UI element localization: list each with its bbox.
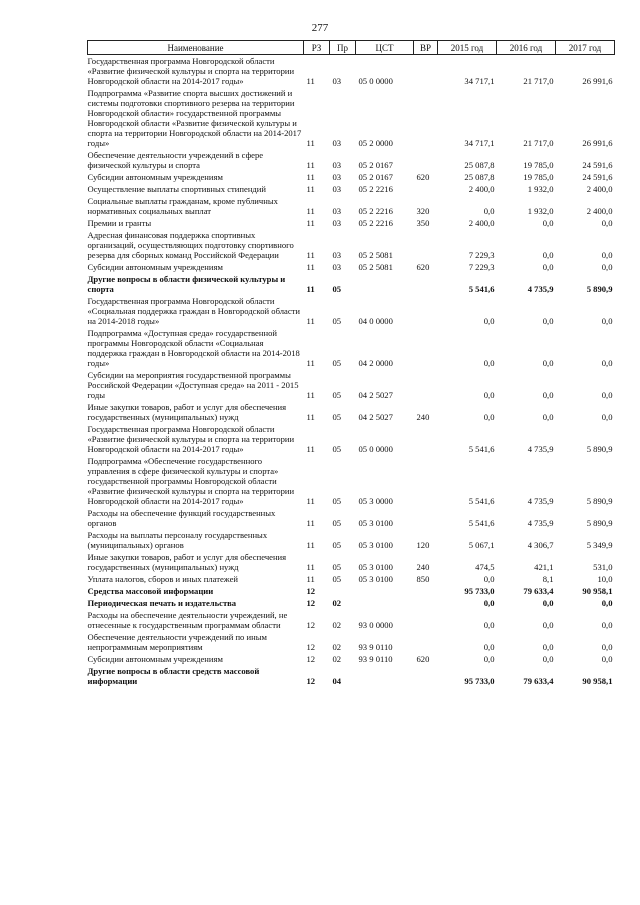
row-name: Подпрограмма «Развитие спорта высших достижений и системы подготовки спортивного резерва на территории Новгородской области» государственной программы Новгородской области «Развитие физической культуры и спорта на территории Новгородской области на 2014-2017 годы»: [87, 88, 302, 148]
row-2016: 4 735,9: [527, 518, 554, 528]
row-rz: 11: [306, 390, 315, 400]
row-2015: 25 087,8: [464, 172, 495, 182]
row-2015: 95 733,0: [464, 586, 495, 596]
row-vr: [414, 87, 438, 149]
table-row: [88, 585, 615, 597]
row-name: Подпрограмма «Обеспечение государственного управления в сфере физической культуры и спорта» государственной программы Новгородской области «Развитие физической культуры и спорта на территории Новгородской области на 2014-2017 годы»: [87, 456, 295, 506]
header-pr: Пр: [330, 41, 356, 55]
row-vr: [414, 507, 438, 529]
row-cst: 05 2 2216: [358, 206, 393, 216]
row-2017: 0,0: [601, 218, 613, 228]
row-2015: 95 733,0: [464, 676, 495, 686]
row-pr: 02: [332, 598, 342, 608]
row-name: Адресная финансовая поддержка спортивных организаций, осуществляющих подготовку спортивного резерва для сборных команд Российской Федерации: [87, 230, 294, 260]
row-rz: 12: [306, 586, 316, 596]
row-vr: [414, 55, 438, 88]
table-row: [88, 87, 615, 149]
row-vr: [414, 229, 438, 261]
row-rz: 11: [306, 160, 315, 170]
row-2016: 0,0: [542, 316, 554, 326]
row-2015: 0,0: [483, 316, 495, 326]
row-2015: 5 541,6: [468, 496, 495, 506]
row-rz: 11: [306, 496, 315, 506]
row-2017: 0,0: [601, 620, 613, 630]
row-rz: 12: [306, 598, 316, 608]
row-2017: 531,0: [593, 562, 613, 572]
row-vr: 350: [416, 218, 430, 228]
row-2017: 26 991,6: [582, 76, 613, 86]
row-2015: 34 717,1: [464, 138, 495, 148]
header-2017: 2017 год: [556, 41, 615, 55]
row-rz: 11: [306, 76, 315, 86]
row-2015: 0,0: [483, 390, 495, 400]
table-row: [88, 401, 615, 423]
row-2016: 1 932,0: [527, 184, 554, 194]
row-name: Субсидии автономным учреждениям: [87, 654, 223, 664]
row-vr: 620: [416, 262, 430, 272]
row-2016: 0,0: [542, 250, 554, 260]
row-vr: [414, 423, 438, 455]
row-2015: 7 229,3: [468, 262, 495, 272]
row-2016: 0,0: [542, 642, 554, 652]
row-name: Государственная программа Новгородской области «Развитие физической культуры и спорта на территории Новгородской области на 2014-2017 годы»: [87, 56, 295, 86]
row-cst: 05 2 2216: [358, 184, 393, 194]
table-row: [88, 369, 615, 401]
row-cst: 04 2 5027: [358, 412, 393, 422]
row-vr: 620: [416, 654, 430, 664]
row-rz: 12: [306, 676, 316, 686]
row-pr: 02: [332, 654, 342, 664]
row-rz: 11: [306, 540, 315, 550]
row-pr: 05: [332, 358, 342, 368]
row-name: Расходы на обеспечение функций государственных органов: [87, 508, 276, 528]
row-cst: 05 2 2216: [358, 218, 393, 228]
row-2016: 0,0: [542, 390, 554, 400]
row-pr: 05: [332, 444, 342, 454]
row-2017: 0,0: [601, 654, 613, 664]
row-cst: 05 2 0000: [358, 138, 393, 148]
row-pr: [330, 585, 356, 597]
row-2016: 21 717,0: [523, 76, 554, 86]
row-2016: 421,1: [534, 562, 554, 572]
row-name: Подпрограмма «Доступная среда» государственной программы Новгородской области «Социальная поддержка граждан в Новгородской области на 2014-2018 годы»: [87, 328, 300, 368]
row-2015: 0,0: [483, 654, 495, 664]
row-rz: 11: [306, 316, 315, 326]
row-2017: 0,0: [601, 642, 613, 652]
table-row: [88, 171, 615, 183]
row-rz: 11: [306, 562, 315, 572]
row-2017: 0,0: [601, 262, 613, 272]
header-2016: 2016 год: [497, 41, 556, 55]
row-2016: 0,0: [542, 218, 554, 228]
row-vr: 620: [416, 172, 430, 182]
table-row: [88, 195, 615, 217]
table-row: [88, 273, 615, 295]
row-rz: 11: [306, 262, 315, 272]
row-pr: 05: [332, 540, 342, 550]
table-row: [88, 327, 615, 369]
table-header-row: [88, 41, 615, 55]
row-vr: 120: [416, 540, 430, 550]
row-2016: 0,0: [542, 262, 554, 272]
row-vr: [414, 597, 438, 609]
row-pr: 02: [332, 642, 342, 652]
row-name: Субсидии автономным учреждениям: [87, 172, 223, 182]
row-2016: 21 717,0: [523, 138, 554, 148]
row-pr: 03: [332, 250, 342, 260]
row-2016: 19 785,0: [523, 172, 554, 182]
row-2015: 2 400,0: [468, 218, 495, 228]
row-rz: 11: [306, 574, 315, 584]
row-name: Социальные выплаты гражданам, кроме публичных нормативных социальных выплат: [87, 196, 278, 216]
row-rz: 12: [306, 620, 316, 630]
row-vr: 850: [416, 574, 430, 584]
table-row: [88, 597, 615, 609]
row-cst: 04 2 0000: [358, 358, 393, 368]
table-row: [88, 217, 615, 229]
row-name: Премии и гранты: [87, 218, 152, 228]
row-2016: 4 735,9: [527, 496, 554, 506]
row-cst: 05 3 0100: [358, 574, 393, 584]
row-vr: 240: [416, 562, 430, 572]
row-rz: 11: [306, 358, 315, 368]
row-name: Иные закупки товаров, работ и услуг для обеспечения государственных (муниципальных) нужд: [87, 552, 287, 572]
row-cst: 05 3 0100: [358, 540, 393, 550]
row-rz: 12: [306, 654, 316, 664]
row-name: Расходы на выплаты персоналу государственных (муниципальных) органов: [87, 530, 268, 550]
table-row: [88, 529, 615, 551]
row-name: Государственная программа Новгородской области «Социальная поддержка граждан в Новгородской области на 2014-2018 годы»: [87, 296, 301, 326]
row-cst: 05 2 0167: [358, 172, 393, 182]
row-2017: 0,0: [601, 412, 613, 422]
table-row: [88, 665, 615, 687]
row-cst: [356, 665, 414, 687]
row-2015: 474,5: [475, 562, 495, 572]
row-pr: 05: [332, 412, 342, 422]
row-rz: 11: [306, 444, 315, 454]
row-2017: 90 958,1: [582, 676, 613, 686]
row-2015: 5 541,6: [468, 284, 495, 294]
row-2015: 25 087,8: [464, 160, 495, 170]
row-rz: 11: [306, 284, 315, 294]
header-name: Наименование: [88, 41, 304, 55]
row-2015: 5 541,6: [468, 518, 495, 528]
row-2015: 5 067,1: [468, 540, 495, 550]
row-cst: 05 3 0000: [358, 496, 393, 506]
row-2016: 0,0: [542, 598, 554, 608]
header-rz: РЗ: [304, 41, 330, 55]
row-pr: 03: [332, 262, 342, 272]
row-2017: 5 349,9: [586, 540, 613, 550]
row-pr: 03: [332, 172, 342, 182]
row-name: Средства массовой информации: [87, 586, 214, 596]
row-cst: 05 2 5081: [358, 262, 393, 272]
row-2016: 4 735,9: [527, 284, 554, 294]
row-rz: 11: [306, 250, 315, 260]
row-rz: 11: [306, 518, 315, 528]
row-rz: 11: [306, 206, 315, 216]
table-row: [88, 507, 615, 529]
row-2017: 5 890,9: [586, 284, 613, 294]
row-2015: 0,0: [483, 358, 495, 368]
row-rz: 12: [306, 642, 316, 652]
row-name: Другие вопросы в области физической культуры и спорта: [87, 274, 286, 294]
row-pr: 03: [332, 206, 342, 216]
row-vr: [414, 369, 438, 401]
row-pr: 03: [332, 218, 342, 228]
row-name: Уплата налогов, сборов и иных платежей: [87, 574, 239, 584]
table-row: [88, 423, 615, 455]
row-2016: 4 306,7: [527, 540, 554, 550]
row-pr: 05: [332, 574, 342, 584]
row-2016: 0,0: [542, 412, 554, 422]
row-pr: 03: [332, 76, 342, 86]
row-2015: 0,0: [483, 412, 495, 422]
table-body: [88, 55, 615, 688]
row-2015: 0,0: [483, 574, 495, 584]
table-row: [88, 261, 615, 273]
header-cst: ЦСТ: [356, 41, 414, 55]
row-cst: 93 9 0110: [358, 654, 393, 664]
row-2017: 2 400,0: [586, 184, 613, 194]
row-2015: 0,0: [483, 206, 495, 216]
row-name: Государственная программа Новгородской области «Развитие физической культуры и спорта на территории Новгородской области на 2014-2017 годы»: [87, 424, 295, 454]
row-2015: 2 400,0: [468, 184, 495, 194]
row-vr: [414, 585, 438, 597]
row-cst: 93 9 0110: [358, 642, 393, 652]
table-row: [88, 229, 615, 261]
row-rz: 11: [306, 172, 315, 182]
header-2015: 2015 год: [438, 41, 497, 55]
row-vr: [414, 455, 438, 507]
page-number: 277: [311, 22, 329, 34]
table-row: [88, 183, 615, 195]
row-2016: 4 735,9: [527, 444, 554, 454]
row-pr: 05: [332, 284, 342, 294]
row-2017: 90 958,1: [582, 586, 613, 596]
row-name: Периодическая печать и издательства: [87, 598, 237, 608]
row-rz: 11: [306, 218, 315, 228]
row-pr: 05: [332, 518, 342, 528]
row-2016: 8,1: [542, 574, 554, 584]
row-pr: 04: [332, 676, 342, 686]
row-vr: [414, 665, 438, 687]
row-2015: 5 541,6: [468, 444, 495, 454]
table-row: [88, 609, 615, 631]
table-row: [88, 551, 615, 573]
row-2016: 79 633,4: [523, 586, 554, 596]
row-name: Субсидии на мероприятия государственной программы Российской Федерации «Доступная среда» на 2011 - 2015 годы: [87, 370, 299, 400]
row-vr: [414, 149, 438, 171]
row-rz: 11: [306, 138, 315, 148]
row-cst: 05 3 0100: [358, 518, 393, 528]
row-2017: 5 890,9: [586, 444, 613, 454]
row-2017: 24 591,6: [582, 160, 613, 170]
row-vr: 320: [416, 206, 430, 216]
row-2017: 2 400,0: [586, 206, 613, 216]
row-vr: [414, 327, 438, 369]
row-name: Обеспечение деятельности учреждений в сфере физической культуры и спорта: [87, 150, 264, 170]
row-2015: 0,0: [483, 642, 495, 652]
row-vr: [414, 631, 438, 653]
row-2017: 5 890,9: [586, 518, 613, 528]
table-row: [88, 573, 615, 585]
row-pr: 05: [332, 390, 342, 400]
row-2017: 0,0: [601, 390, 613, 400]
row-2015: 34 717,1: [464, 76, 495, 86]
table-row: [88, 55, 615, 88]
row-name: Обеспечение деятельности учреждений по иным непрограммным мероприятиям: [87, 632, 267, 652]
row-vr: [414, 609, 438, 631]
row-cst: [356, 597, 414, 609]
row-vr: [414, 295, 438, 327]
row-pr: 03: [332, 184, 342, 194]
budget-table: [87, 40, 615, 687]
row-vr: 240: [416, 412, 430, 422]
row-2017: 24 591,6: [582, 172, 613, 182]
row-2017: 10,0: [597, 574, 613, 584]
row-cst: 05 3 0100: [358, 562, 393, 572]
row-cst: [356, 273, 414, 295]
table-row: [88, 653, 615, 665]
row-rz: 11: [306, 184, 315, 194]
row-2017: 0,0: [601, 316, 613, 326]
table-row: [88, 295, 615, 327]
row-cst: 05 2 5081: [358, 250, 393, 260]
row-2017: 0,0: [601, 358, 613, 368]
header-vr: ВР: [414, 41, 438, 55]
row-pr: 05: [332, 562, 342, 572]
row-name: Осуществление выплаты спортивных стипендий: [87, 184, 266, 194]
row-2017: 5 890,9: [586, 496, 613, 506]
table-row: [88, 631, 615, 653]
table-row: [88, 149, 615, 171]
row-2017: 0,0: [601, 598, 613, 608]
row-2015: 7 229,3: [468, 250, 495, 260]
row-name: Субсидии автономным учреждениям: [87, 262, 223, 272]
row-2016: 79 633,4: [523, 676, 554, 686]
row-cst: 04 0 0000: [358, 316, 393, 326]
row-rz: 11: [306, 412, 315, 422]
row-pr: 03: [332, 160, 342, 170]
row-name: Расходы на обеспечение деятельности учреждений, не отнесенные к государственным программам области: [87, 610, 288, 630]
row-cst: 05 0 0000: [358, 76, 393, 86]
row-name: Иные закупки товаров, работ и услуг для обеспечения государственных (муниципальных) нужд: [87, 402, 287, 422]
row-vr: [414, 183, 438, 195]
row-pr: 03: [332, 138, 342, 148]
row-pr: 05: [332, 316, 342, 326]
row-vr: [414, 273, 438, 295]
row-2016: 0,0: [542, 654, 554, 664]
row-2016: 1 932,0: [527, 206, 554, 216]
row-cst: 05 2 0167: [358, 160, 393, 170]
row-2016: 0,0: [542, 620, 554, 630]
row-cst: [356, 585, 414, 597]
row-2015: 0,0: [483, 620, 495, 630]
row-pr: 02: [332, 620, 342, 630]
row-cst: 04 2 5027: [358, 390, 393, 400]
row-2017: 26 991,6: [582, 138, 613, 148]
row-2015: 0,0: [483, 598, 495, 608]
row-2017: 0,0: [601, 250, 613, 260]
row-2016: 19 785,0: [523, 160, 554, 170]
row-cst: 05 0 0000: [358, 444, 393, 454]
table-row: [88, 455, 615, 507]
row-name: Другие вопросы в области средств массовой информации: [87, 666, 260, 686]
row-pr: 05: [332, 496, 342, 506]
row-cst: 93 0 0000: [358, 620, 393, 630]
row-2016: 0,0: [542, 358, 554, 368]
